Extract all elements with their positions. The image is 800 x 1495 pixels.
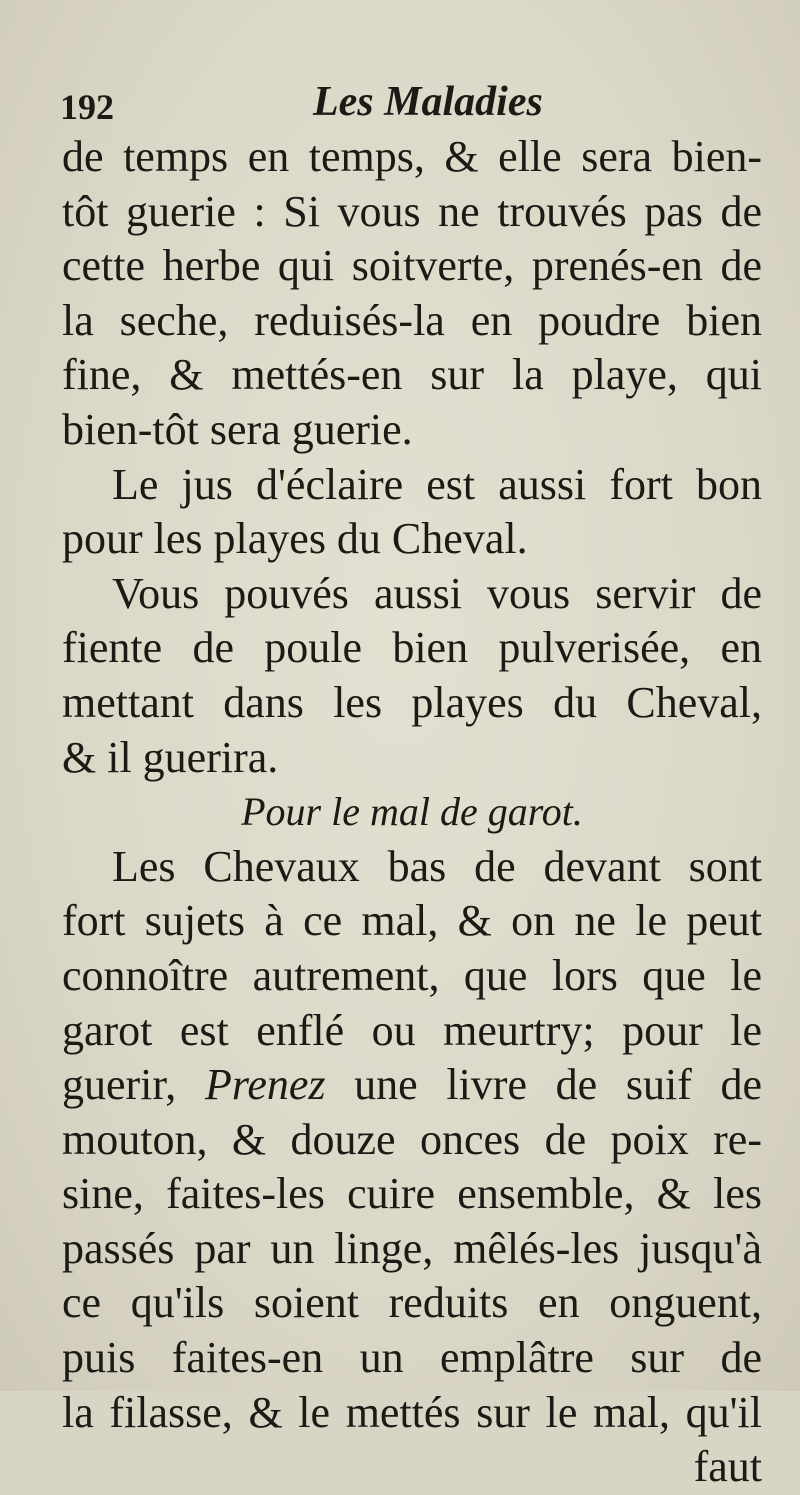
text-line: de temps en temps, & elle sera bien-: [62, 132, 762, 181]
catchword: faut: [693, 1442, 762, 1492]
text-line: connoître autrement, que lors que le: [62, 950, 762, 1000]
text-line: Les Chevaux bas de devant sont: [112, 841, 762, 891]
prenez-word: Prenez: [204, 1060, 326, 1110]
page-header: [60, 78, 760, 138]
text-line: tôt guerie : Si vous ne trouvés pas de: [62, 186, 762, 236]
text-line: [62, 1058, 762, 1113]
text-line: fiente de poule bien pulverisée, en: [62, 623, 762, 673]
text-line: & il guerira.: [62, 732, 279, 782]
text-line: fine, & mettés-en sur la playe, qui: [62, 350, 762, 400]
running-title: Les Maladies: [313, 79, 543, 125]
text-line: fort sujets à ce mal, & on ne le peut: [62, 896, 762, 946]
text-line: bien-tôt sera guerie.: [62, 404, 413, 454]
text-line: Vous pouvés aussi vous servir de: [112, 568, 762, 618]
text-line: pour les playes du Cheval.: [62, 514, 528, 564]
text-line: Le jus d'éclaire est aussi fort bon: [112, 459, 762, 509]
text-line: la seche, reduisés-la en poudre bien: [62, 295, 762, 345]
section-heading: Pour le mal de garot.: [241, 789, 583, 835]
body-text: [62, 130, 762, 1495]
text-line: la filasse, & le mettés sur le mal, qu'il: [62, 1387, 762, 1437]
text-line: ce qu'ils soient reduits en onguent,: [62, 1278, 762, 1328]
text-line: cette herbe qui soitverte, prenés-en de: [62, 241, 762, 291]
text-line: garot est enflé ou meurtry; pour le: [62, 1005, 762, 1055]
text-segment: une livre de suif de: [354, 1060, 763, 1110]
text-line: passés par un linge, mêlés-les jusqu'à: [62, 1223, 762, 1273]
text-segment: guerir,: [62, 1060, 177, 1110]
text-line: mettant dans les playes du Cheval,: [62, 677, 762, 727]
text-line: mouton, & douze onces de poix re-: [62, 1114, 762, 1164]
text-line: puis faites-en un emplâtre sur de: [62, 1333, 762, 1383]
page-number: 192: [60, 87, 114, 127]
text-line: sine, faites-les cuire ensemble, & les: [62, 1169, 762, 1219]
